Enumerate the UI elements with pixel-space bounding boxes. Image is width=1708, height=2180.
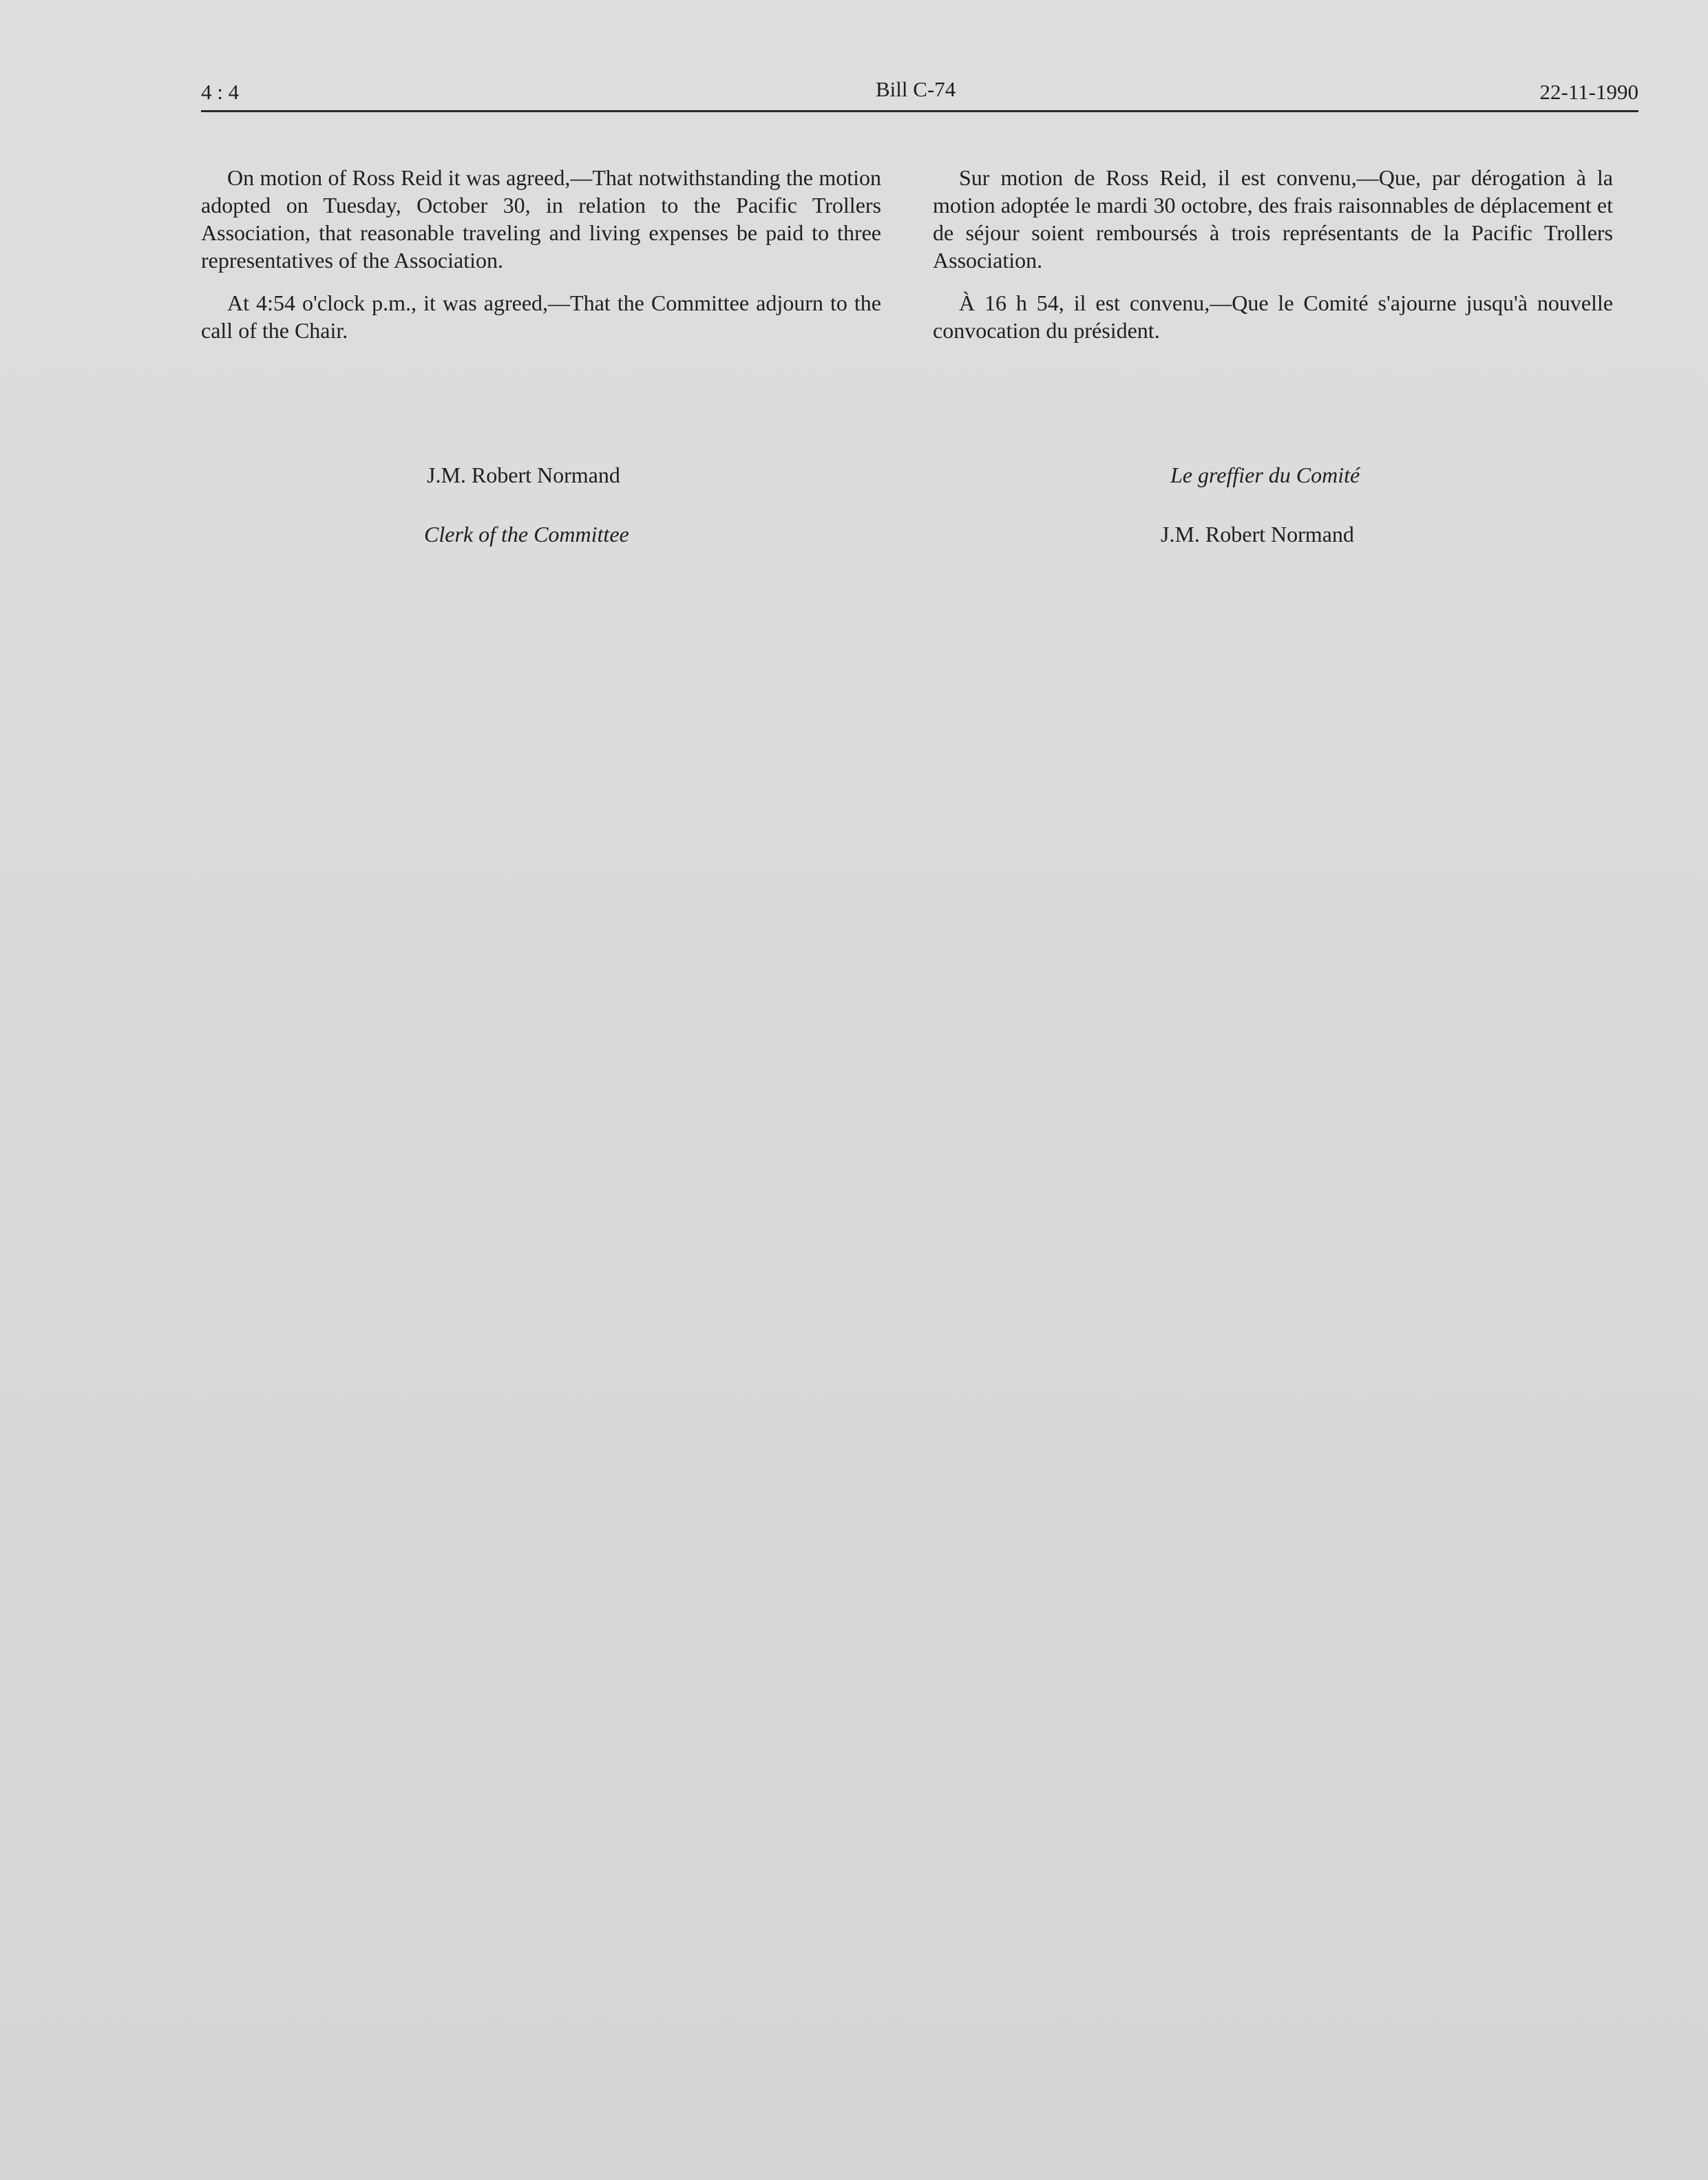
french-paragraph-adjourn: À 16 h 54, il est convenu,—Que le Comité s'ajourne jusqu'à nouvelle convocation du président. <box>933 290 1613 343</box>
bill-title: Bill C-74 <box>876 77 956 101</box>
header-rule <box>201 110 1638 112</box>
french-clerk-name: J.M. Robert Normand <box>1161 522 1354 547</box>
english-paragraph-adjourn: At 4:54 o'clock p.m., it was agreed,—That the Committee adjourn to the call of the Chair. <box>201 290 881 343</box>
page-number: 4 : 4 <box>201 80 240 104</box>
english-column <box>201 164 881 359</box>
header-date: 22-11-1990 <box>1539 80 1638 104</box>
french-column <box>933 164 1613 359</box>
french-clerk-title: Le greffier du Comité <box>1170 463 1360 487</box>
french-paragraph-motion: Sur motion de Ross Reid, il est convenu,—Que, par dérogation à la motion adoptée le mardi 30 octobre, des frais raisonnables de déplacement et de séjour soient remboursés à trois représentants de la Pacific Trollers Association. <box>933 165 1613 273</box>
english-clerk-title: Clerk of the Committee <box>424 522 629 547</box>
page-header <box>201 74 1638 112</box>
bleed-through-text-left <box>201 509 876 2093</box>
english-clerk-name: J.M. Robert Normand <box>427 463 620 487</box>
english-paragraph-motion: On motion of Ross Reid it was agreed,—That notwithstanding the motion adopted on Tuesday, October 30, in relation to the Pacific Trollers Association, that reasonable traveling and living expenses be paid to three representatives of the Association. <box>201 165 881 273</box>
